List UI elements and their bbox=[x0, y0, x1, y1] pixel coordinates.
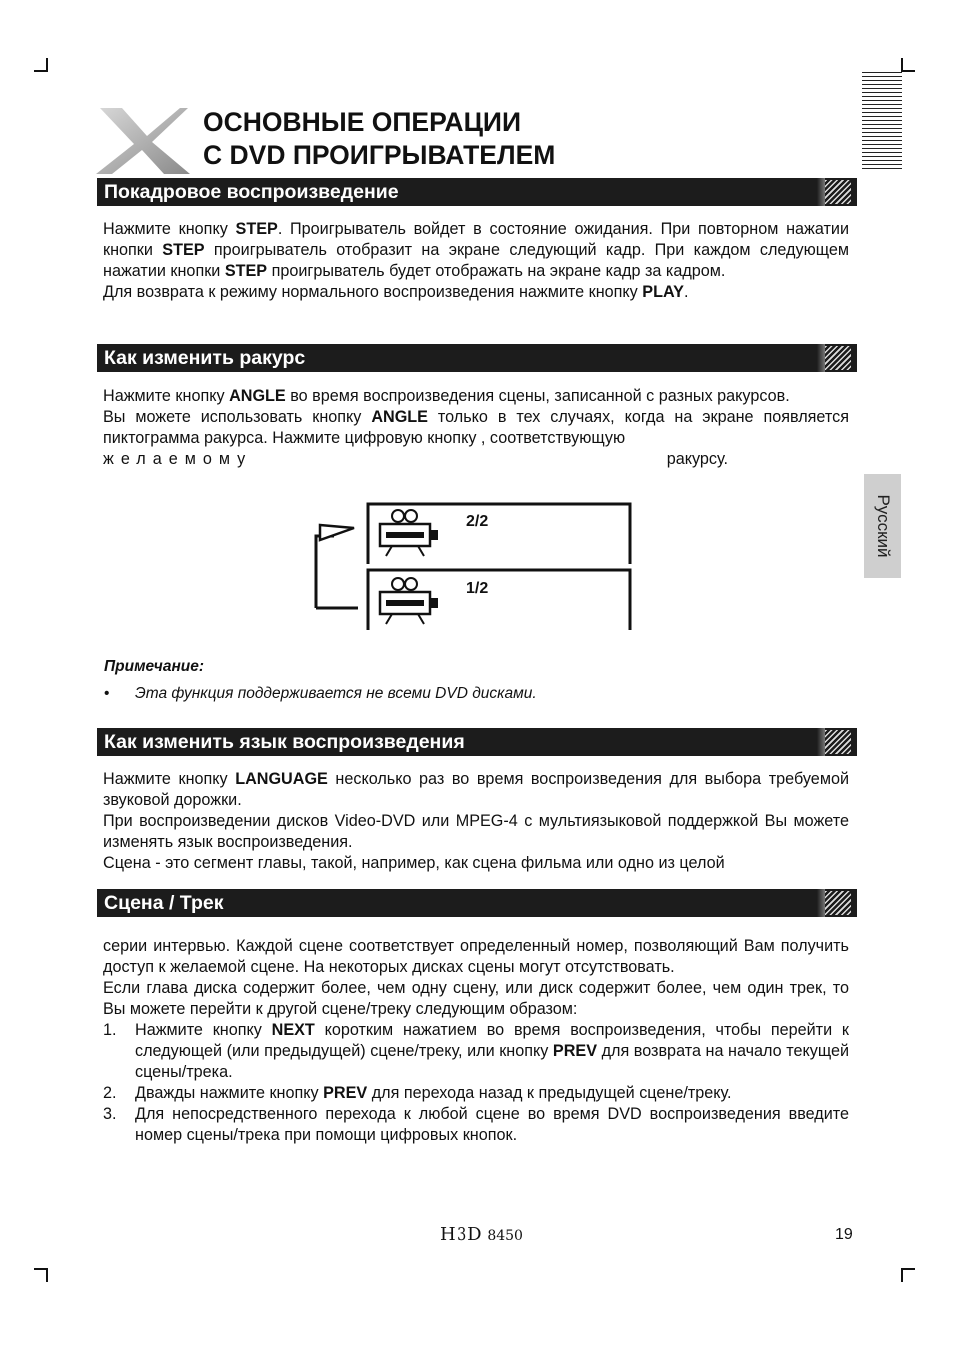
hatch-decoration-icon bbox=[825, 346, 851, 370]
angle-paragraph-2: Вы можете использовать кнопку ANGLE только в тех случаях, когда на экране появляется пиктограмма ракурса. Нажмите цифровую кнопку , соответствующую bbox=[103, 408, 849, 447]
scene-steps-list bbox=[103, 1020, 849, 1146]
language-paragraph-1: Нажмите кнопку LANGUAGE несколько раз во время воспроизведения для выбора требуемой звуковой дорожки. bbox=[103, 770, 849, 809]
angle-paragraph-3: желаемому ракурсу. bbox=[103, 450, 728, 468]
section-heading-scene bbox=[97, 889, 857, 917]
crop-mark-bottom-right bbox=[901, 1268, 915, 1282]
crop-mark-top-left bbox=[34, 58, 48, 72]
hatch-decoration-icon bbox=[825, 730, 851, 754]
angle-text bbox=[103, 386, 849, 470]
page-number: 19 bbox=[835, 1226, 853, 1243]
language-text bbox=[103, 769, 849, 874]
language-side-tab bbox=[864, 474, 901, 578]
camera-icon bbox=[380, 510, 438, 556]
angle-paragraph-1: Нажмите кнопку ANGLE во время воспроизведения сцены, записанной с разных ракурсов. bbox=[103, 387, 790, 405]
section-heading-text: Как изменить язык воспроизведения bbox=[104, 731, 465, 753]
list-item: 2. Дважды нажмите кнопку PREV для перехода назад к предыдущей сцене/треку. bbox=[103, 1084, 732, 1102]
scene-paragraph-1: серии интервью. Каждой сцене соответствует определенный номер, позволяющий Вам получить доступ к желаемой сцене. На некоторых дисках сцены могут отсутствовать. bbox=[103, 937, 849, 976]
note-item bbox=[104, 685, 537, 703]
hatch-decoration-icon bbox=[825, 180, 851, 204]
step-text bbox=[103, 219, 849, 303]
language-paragraph-3: Сцена - это сегмент главы, такой, например, как сцена фильма или одно из целой bbox=[103, 854, 725, 872]
hatch-decoration-icon bbox=[825, 891, 851, 915]
angle-label-bottom: 1/2 bbox=[466, 580, 489, 597]
section-heading-step bbox=[97, 178, 857, 206]
crop-mark-top-right bbox=[901, 58, 915, 72]
angle-diagram bbox=[310, 500, 640, 635]
crop-mark-bottom-left bbox=[34, 1268, 48, 1282]
note-text: Эта функция поддерживается не всеми DVD дисками. bbox=[135, 685, 537, 702]
bullet-icon: • bbox=[104, 685, 110, 702]
note-title: Примечание: bbox=[104, 658, 205, 675]
model-name: H3D 8450 bbox=[440, 1224, 523, 1245]
side-tab-label: Русский bbox=[873, 494, 893, 558]
hatch-decoration-icon bbox=[817, 178, 825, 206]
step-paragraph-1: Нажмите кнопку STEP. Проигрыватель войдет в состояние ожидания. При повторном нажатии кнопки STEP проигрыватель отобразит на экране следующий кадр. При каждом следующем нажатии кнопки STEP проигрыватель будет отображать на экране кадр за кадром. bbox=[103, 220, 849, 280]
decorative-lines bbox=[862, 72, 902, 172]
page-title bbox=[203, 106, 555, 172]
step-paragraph-2: Для возврата к режиму нормального воспроизведения нажмите кнопку PLAY. bbox=[103, 283, 689, 301]
camera-icon bbox=[380, 578, 438, 624]
hatch-decoration-icon bbox=[817, 889, 825, 917]
scene-text bbox=[103, 936, 849, 1020]
hatch-decoration-icon bbox=[817, 728, 825, 756]
title-line-2: С DVD ПРОИГРЫВАТЕЛЕМ bbox=[203, 140, 556, 170]
arrow-icon bbox=[320, 525, 354, 540]
arrow-line bbox=[316, 536, 334, 608]
section-heading-text: Как изменить ракурс bbox=[104, 347, 306, 369]
title-line-1: ОСНОВНЫЕ ОПЕРАЦИИ bbox=[203, 107, 522, 137]
hatch-decoration-icon bbox=[817, 344, 825, 372]
list-item: 3. Для непосредственного перехода к любой сцене во время DVD воспроизведения введите номер сцены/трека при помощи цифровых кнопок. bbox=[103, 1105, 850, 1144]
section-heading-text: Покадровое воспроизведение bbox=[104, 181, 399, 203]
x-logo-icon bbox=[92, 104, 192, 174]
list-item: 1. Нажмите кнопку NEXT коротким нажатием во время воспроизведения, чтобы перейти к следующей (или предыдущей) сцене/треку, или кнопку PREV для возврата на начало текущей сцены/трека. bbox=[103, 1021, 850, 1081]
section-heading-angle bbox=[97, 344, 857, 372]
language-paragraph-2: При воспроизведении дисков Video-DVD или MPEG-4 с мультиязыковой поддержкой Вы можете изменять язык воспроизведения. bbox=[103, 812, 849, 851]
section-heading-text: Сцена / Трек bbox=[104, 892, 224, 914]
angle-label-top: 2/2 bbox=[466, 513, 489, 530]
scene-paragraph-2: Если глава диска содержит более, чем одну сцену, или диск содержит более, чем один трек, то Вы можете перейти к другой сцене/треку следующим образом: bbox=[103, 979, 849, 1018]
section-heading-language bbox=[97, 728, 857, 756]
